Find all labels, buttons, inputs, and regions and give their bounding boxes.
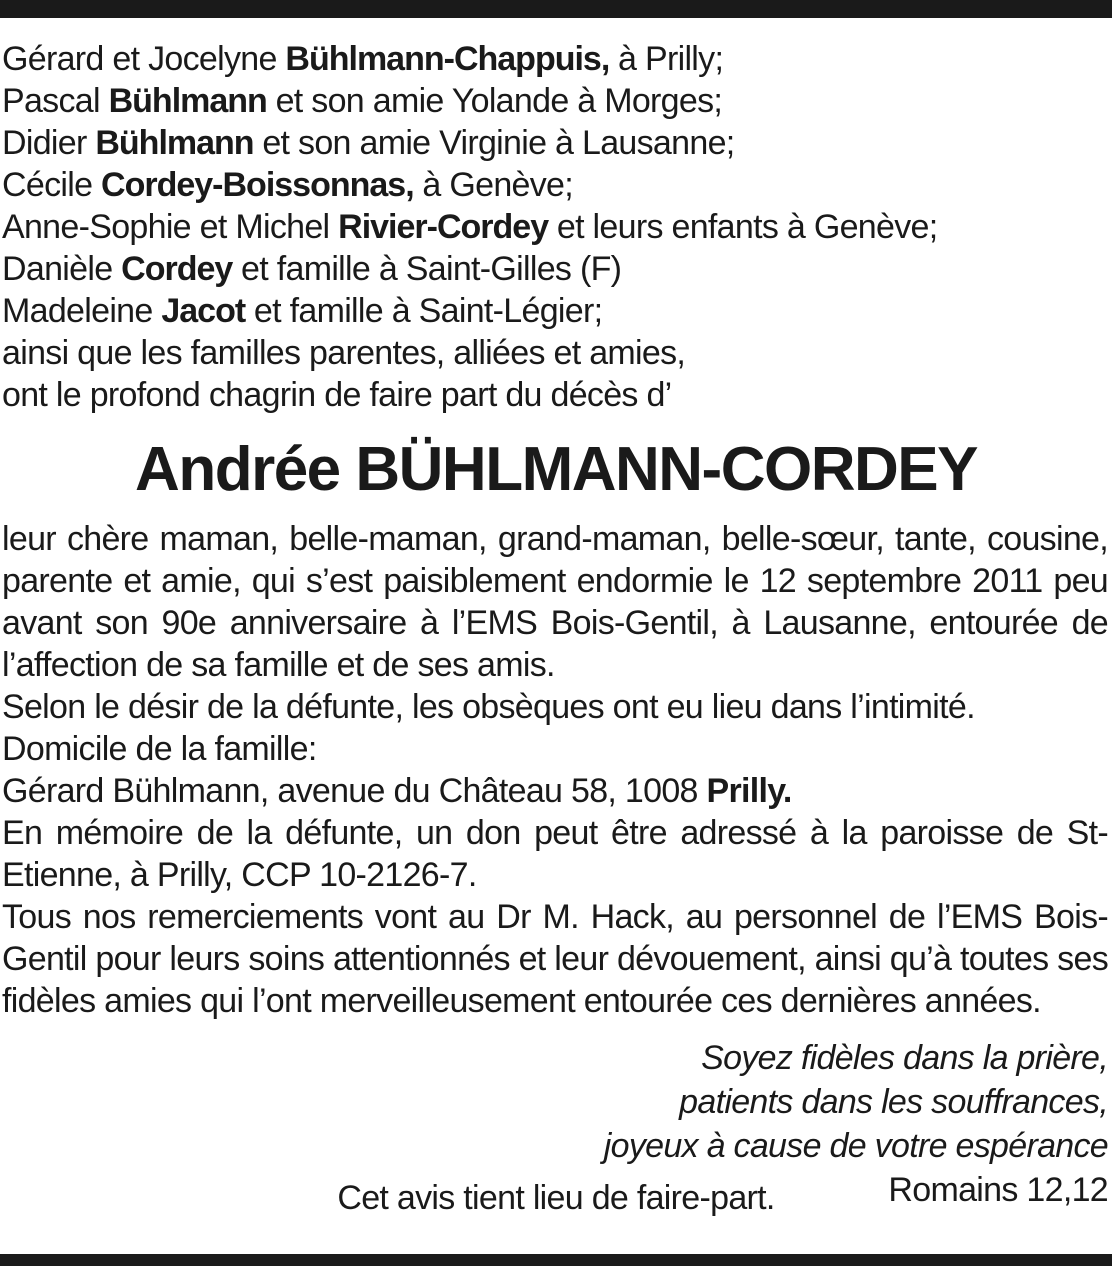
family-line: Madeleine Jacot et famille à Saint-Légier; (2, 292, 603, 330)
bottom-rule (0, 1254, 1112, 1266)
obituary-body (2, 518, 1108, 1022)
family-line: Didier Bühlmann et son amie Virginie à Lausanne; (2, 124, 735, 162)
family-surname: Bühlmann-Chappuis, (285, 40, 610, 78)
family-line: Pascal Bühlmann et son amie Yolande à Morges; (2, 82, 723, 120)
thanks-paragraph: Tous nos remerciements vont au Dr M. Hack, au personnel de l’EMS Bois-Gentil pour leurs soins attentionnés et leur dévouement, ainsi qu’à toutes ses fidèles amies qui l’ont merveilleusement entourée ces dernières années. (2, 898, 1108, 1020)
family-surname: Rivier-Cordey (338, 208, 549, 246)
domicile-city: Prilly. (706, 772, 792, 810)
family-surname: Jacot (161, 292, 246, 330)
family-surname: Bühlmann (108, 82, 267, 120)
announcement-line: ont le profond chagrin de faire part du décès d’ (2, 376, 672, 414)
intro-paragraph: leur chère maman, belle-maman, grand-maman, belle-sœur, tante, cousine, parente et amie, qui s’est paisiblement endormie le 12 septembre 2011 peu avant son 90e anniversaire à l’EMS Bois-Gentil, à Lausanne, entourée de l’affection de sa famille et de ses amis. (2, 520, 1108, 684)
family-line: Gérard et Jocelyne Bühlmann-Chappuis, à Prilly; (2, 40, 724, 78)
top-rule (0, 0, 1112, 18)
family-line: ainsi que les familles parentes, alliées et amies, (2, 334, 686, 372)
family-line: Anne-Sophie et Michel Rivier-Cordey et leurs enfants à Genève; (2, 208, 938, 246)
domicile-label: Domicile de la famille: (2, 730, 317, 768)
verse-line: patients dans les souffrances, (679, 1083, 1108, 1121)
family-surname: Cordey (121, 250, 233, 288)
footer-note: Cet avis tient lieu de faire-part. (337, 1179, 775, 1217)
family-surname: Bühlmann (95, 124, 254, 162)
verse-reference: Romains 12,12 (888, 1171, 1108, 1209)
verse-line: Soyez fidèles dans la prière, (701, 1039, 1108, 1077)
verse-line: joyeux à cause de votre espérance (603, 1127, 1108, 1165)
deceased-name: Andrée BÜHLMANN-CORDEY (135, 435, 977, 504)
family-line: Danièle Cordey et famille à Saint-Gilles (F) (2, 250, 622, 288)
family-surname: Cordey-Boissonnas, (101, 166, 414, 204)
ceremony-paragraph: Selon le désir de la défunte, les obsèques ont eu lieu dans l’intimité. (2, 688, 975, 726)
domicile-address: Gérard Bühlmann, avenue du Château 58, 1008 Prilly. (2, 772, 792, 810)
family-list (2, 38, 1108, 416)
donation-paragraph: En mémoire de la défunte, un don peut être adressé à la paroisse de St-Etienne, à Prilly, CCP 10-2126-7. (2, 814, 1108, 894)
family-line: Cécile Cordey-Boissonnas, à Genève; (2, 166, 573, 204)
